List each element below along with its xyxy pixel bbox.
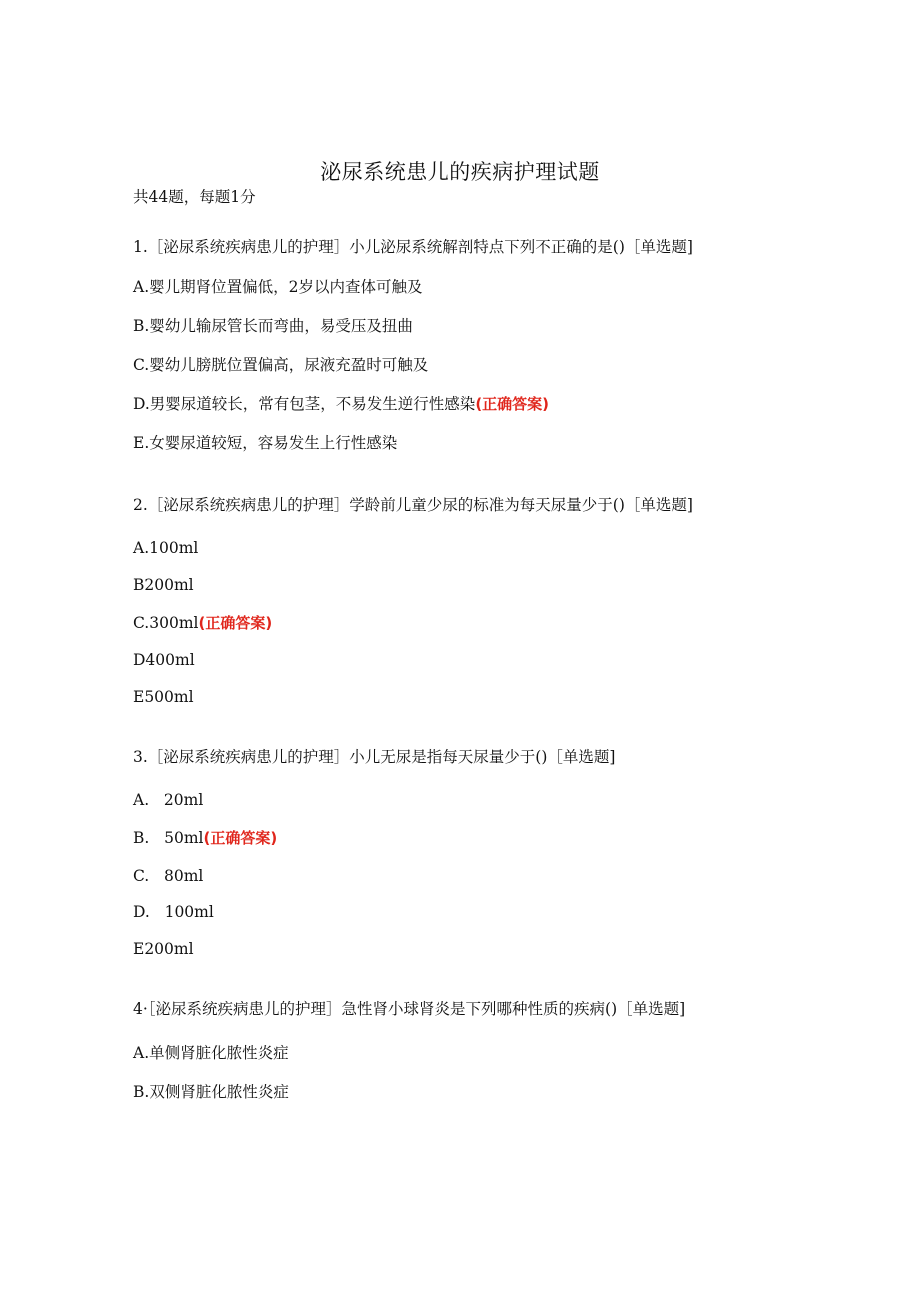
option-text: A.单侧肾脏化脓性炎症 (133, 1044, 289, 1062)
option-a (133, 789, 203, 811)
option-c (133, 612, 272, 634)
question-stem: 4·［泌尿系统疾病患儿的护理］急性肾小球肾炎是下列哪种性质的疾病()［单选题] (133, 1000, 686, 1018)
option-text: E500ml (133, 688, 194, 706)
option-text: D. 100ml (133, 903, 214, 921)
question-stem: 3.［泌尿系统疾病患儿的护理］小儿无尿是指每天尿量少于()［单选题] (133, 748, 616, 766)
option-text: B. 50ml (133, 829, 204, 847)
option-a (133, 1042, 289, 1064)
quiz-summary: 共44题，每题1分 (133, 188, 256, 206)
option-text: C. 80ml (133, 867, 204, 885)
option-e (133, 686, 194, 708)
option-text: D.男婴尿道较长，常有包茎，不易发生逆行性感染 (133, 395, 476, 413)
option-c (133, 354, 428, 376)
option-text: A. 20ml (133, 791, 204, 809)
option-text: A.100ml (133, 539, 199, 557)
option-text: E.女婴尿道较短，容易发生上行性感染 (133, 434, 398, 452)
option-d (133, 393, 549, 415)
option-b (133, 574, 194, 596)
option-text: B.双侧肾脏化脓性炎症 (133, 1083, 289, 1101)
option-b (133, 1081, 289, 1103)
option-d (133, 901, 214, 923)
option-c (133, 865, 203, 887)
option-text: A.婴儿期肾位置偏低，2岁以内查体可触及 (133, 278, 423, 296)
option-e (133, 938, 194, 960)
option-text: D400ml (133, 651, 195, 669)
question-stem: 1.［泌尿系统疾病患儿的护理］小儿泌尿系统解剖特点下列不正确的是()［单选题] (133, 238, 693, 256)
correct-answer-tag: (正确答案) (198, 614, 273, 632)
option-text: C.300ml (133, 614, 199, 632)
option-text: E200ml (133, 940, 194, 958)
option-text: B200ml (133, 576, 194, 594)
option-d (133, 649, 195, 671)
option-a (133, 537, 198, 559)
option-a (133, 276, 422, 298)
question-stem: 2.［泌尿系统疾病患儿的护理］学龄前儿童少尿的标准为每天尿量少于()［单选题] (133, 496, 693, 514)
page-title: 泌尿系统患儿的疾病护理试题 (320, 160, 600, 184)
correct-answer-tag: (正确答案) (475, 395, 550, 413)
correct-answer-tag: (正确答案) (203, 829, 278, 847)
option-text: C.婴幼儿膀胱位置偏高，尿液充盈时可触及 (133, 356, 429, 374)
option-b (133, 315, 413, 337)
option-e (133, 432, 397, 454)
option-text: B.婴幼儿输尿管长而弯曲，易受压及扭曲 (133, 317, 413, 335)
option-b (133, 827, 277, 849)
